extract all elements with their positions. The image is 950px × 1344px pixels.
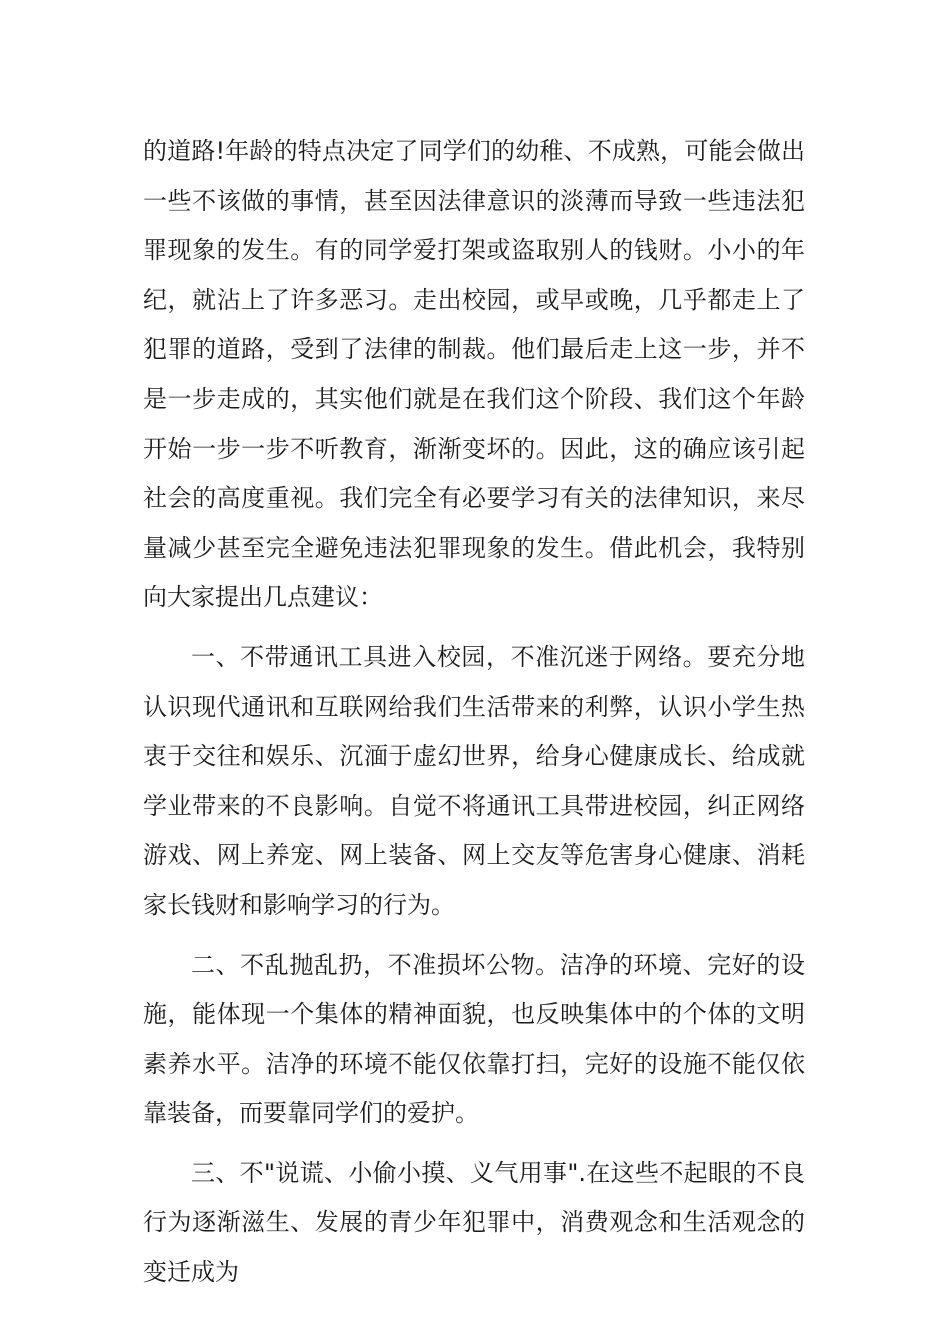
- document-body: [143, 127, 805, 1298]
- paragraph-1: 的道路!年龄的特点决定了同学们的幼稚、不成熟，可能会做出一些不该做的事情，甚至因法律意识的淡薄而导致一些违法犯罪现象的发生。有的同学爱打架或盗取别人的钱财。小小的年纪，就沾上了许多恶习。走出校园，或早或晚，几乎都走上了犯罪的道路，受到了法律的制裁。他们最后走上这一步，并不是一步走成的，其实他们就是在我们这个阶段、我们这个年龄开始一步一步不听教育，渐渐变坏的。因此，这的确应该引起社会的高度重视。我们完全有必要学习有关的法律知识，来尽量减少甚至完全避免违法犯罪现象的发生。借此机会，我特别向大家提出几点建议：: [143, 137, 805, 612]
- paragraph-3: 二、不乱抛乱扔，不准损坏公物。洁净的环境、完好的设施，能体现一个集体的精神面貌，也反映集体中的个体的文明素养水平。洁净的环境不能仅依靠打扫，完好的设施不能仅依靠装备，而要靠同学们的爱护。: [143, 950, 805, 1128]
- paragraph-4: 三、不"说谎、小偷小摸、义气用事".在这些不起眼的不良行为逐渐滋生、发展的青少年犯罪中，消费观念和生活观念的变迁成为: [143, 1158, 805, 1287]
- paragraph-2: 一、不带通讯工具进入校园，不准沉迷于网络。要充分地认识现代通讯和互联网给我们生活带来的利弊，认识小学生热衷于交往和娱乐、沉湎于虚幻世界，给身心健康成长、给成就学业带来的不良影响。自觉不将通讯工具带进校园，纠正网络游戏、网上养宠、网上装备、网上交友等危害身心健康、消耗家长钱财和影响学习的行为。: [143, 642, 805, 919]
